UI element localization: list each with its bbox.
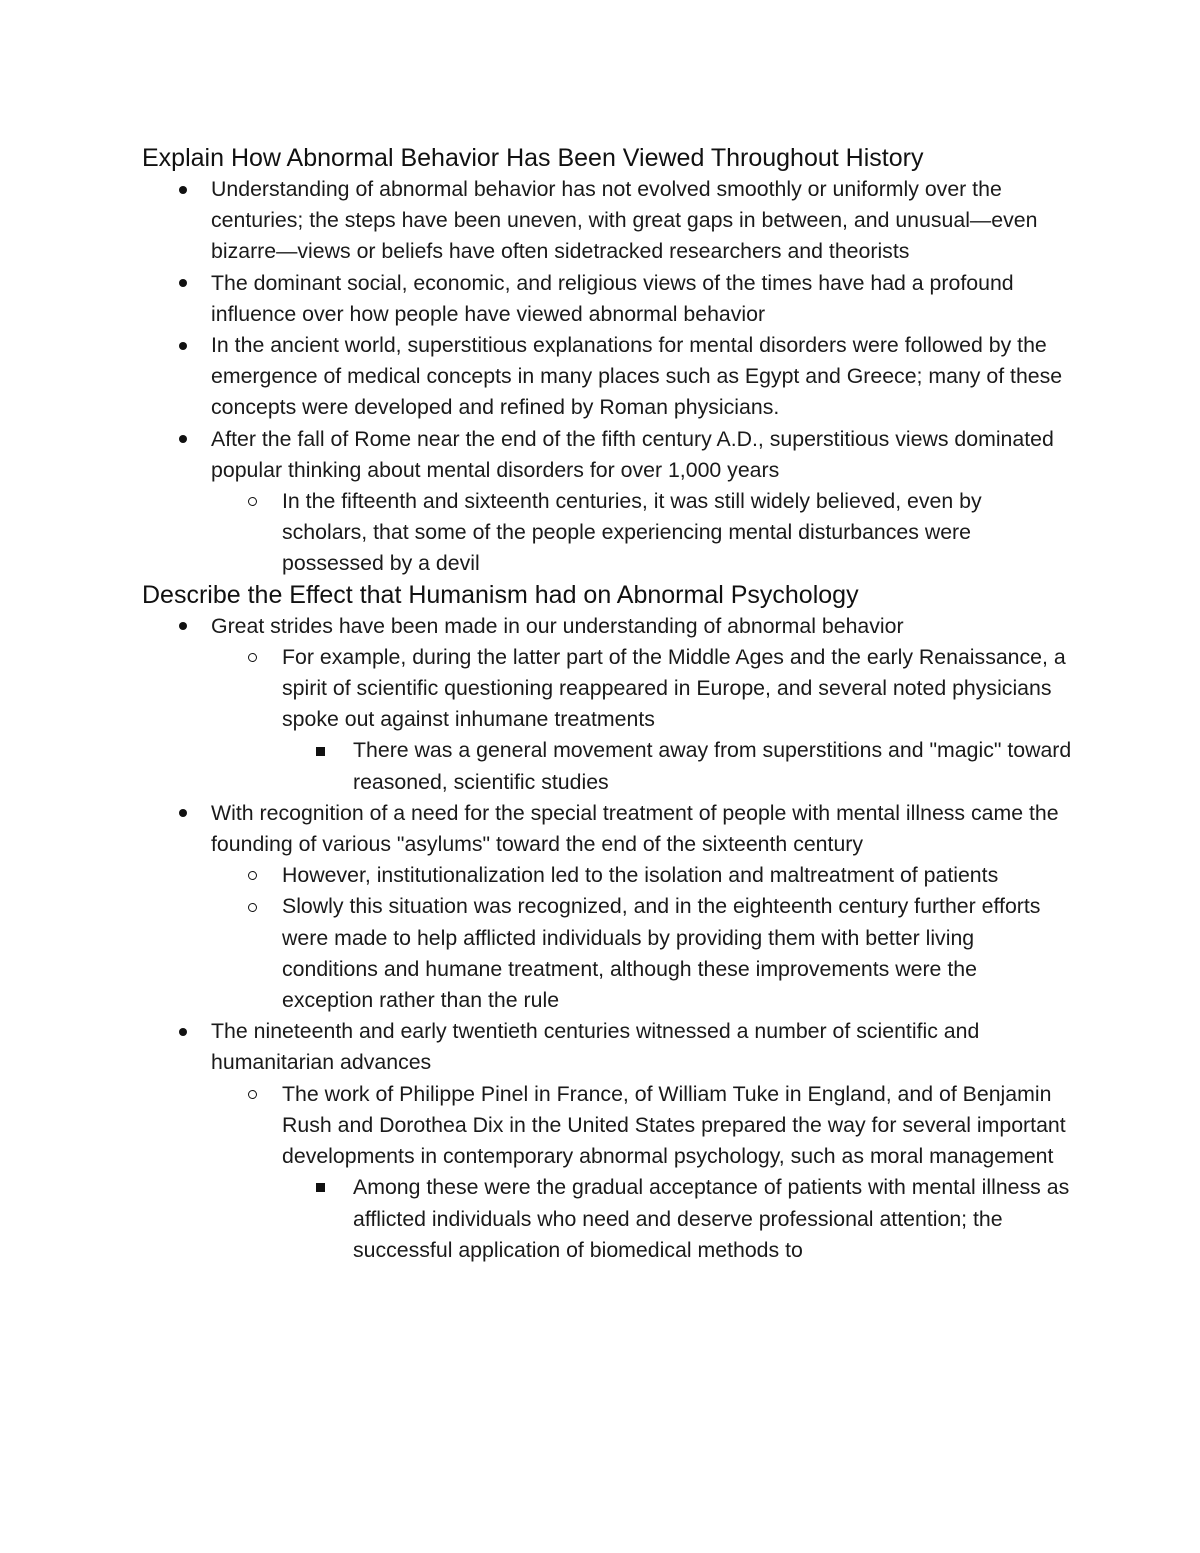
bullet-disc-icon <box>179 798 187 829</box>
sub-sub-list-item <box>282 735 1072 797</box>
bullet-disc-icon <box>179 611 187 642</box>
list-item-text: After the fall of Rome near the end of the fifth century A.D., superstitious views dominated popular thinking about mental disorders for over 1,000 years <box>211 426 1054 482</box>
sub-sub-list-item-text: There was a general movement away from superstitions and "magic" toward reasoned, scientific studies <box>353 738 1072 794</box>
bullet-disc-icon <box>179 268 187 299</box>
sub-sub-list-item <box>282 1172 1072 1266</box>
list-item-text: With recognition of a need for the special treatment of people with mental illness came the founding of various "asylums" toward the end of the sixteenth century <box>211 800 1059 857</box>
document-page <box>142 143 1072 1266</box>
list-item <box>142 174 1072 268</box>
list-item-text: The dominant social, economic, and religious views of the times have had a profound influence over how people have viewed abnormal behavior <box>211 270 1014 326</box>
list-item <box>142 330 1072 424</box>
sub-list-item-text: However, institutionalization led to the isolation and maltreatment of patients <box>282 863 999 888</box>
bullet-square-icon <box>316 1172 325 1203</box>
sub-list-item <box>211 891 1072 1016</box>
list-item <box>142 611 1072 798</box>
list-item <box>142 424 1072 580</box>
list-item <box>142 268 1072 330</box>
list-item-text: In the ancient world, superstitious explanations for mental disorders were followed by the emergence of medical concepts in many places such as Egypt and Greece; many of these concepts were developed and refined by Roman physicians. <box>211 333 1063 420</box>
bullet-disc-icon <box>179 1016 187 1047</box>
sub-bullet-list <box>211 860 1072 1016</box>
bullet-disc-icon <box>179 424 187 455</box>
section-heading: Describe the Effect that Humanism had on Abnormal Psychology <box>142 580 859 609</box>
sub-list-item-text: For example, during the latter part of the Middle Ages and the early Renaissance, a spirit of scientific questioning reappeared in Europe, and several noted physicians spoke out against inhumane treatments <box>282 644 1066 732</box>
sub-list-item <box>211 486 1072 580</box>
bullet-circle-icon <box>248 1079 257 1110</box>
sub-list-item-text: Slowly this situation was recognized, and in the eighteenth century further efforts were made to help afflicted individuals by providing them with better living conditions and humane treatment, although these improvements were the exception rather than the rule <box>282 894 1041 1013</box>
bullet-square-icon <box>316 735 325 766</box>
sub-list-item <box>211 860 1072 891</box>
sub-sub-bullet-list <box>282 735 1072 797</box>
bullet-list <box>142 174 1072 580</box>
list-item <box>142 1016 1072 1266</box>
bullet-list <box>142 611 1072 1266</box>
bullet-disc-icon <box>179 330 187 361</box>
sub-list-item <box>211 642 1072 798</box>
list-item-text: The nineteenth and early twentieth centuries witnessed a number of scientific and humanitarian advances <box>211 1019 980 1075</box>
section-heading: Explain How Abnormal Behavior Has Been Viewed Throughout History <box>142 144 924 172</box>
sub-list-item <box>211 1079 1072 1266</box>
sub-list-item-text: The work of Philippe Pinel in France, of William Tuke in England, and of Benjamin Rush and Dorothea Dix in the United States prepared the way for several important developments in contemporary abnormal psychology, such as moral management <box>282 1081 1066 1169</box>
list-item-text: Understanding of abnormal behavior has not evolved smoothly or uniformly over the centuries; the steps have been uneven, with great gaps in between, and unusual—even bizarre—views or beliefs have often sidetracked researchers and theorists <box>211 177 1038 264</box>
bullet-disc-icon <box>179 174 187 205</box>
sub-sub-bullet-list <box>282 1172 1072 1266</box>
bullet-circle-icon <box>248 891 257 922</box>
sub-bullet-list <box>211 486 1072 580</box>
list-item-text: Great strides have been made in our understanding of abnormal behavior <box>211 613 904 638</box>
bullet-circle-icon <box>248 642 257 673</box>
list-item <box>142 798 1072 1016</box>
bullet-circle-icon <box>248 486 257 517</box>
sub-list-item-text: In the fifteenth and sixteenth centuries, it was still widely believed, even by scholars, that some of the people experiencing mental disturbances were possessed by a devil <box>282 489 982 576</box>
bullet-circle-icon <box>248 860 257 891</box>
sub-bullet-list <box>211 642 1072 798</box>
sub-sub-list-item-text: Among these were the gradual acceptance of patients with mental illness as afflicted individuals who need and deserve professional attention; the successful application of biomedical methods to <box>353 1175 1070 1262</box>
sub-bullet-list <box>211 1079 1072 1266</box>
